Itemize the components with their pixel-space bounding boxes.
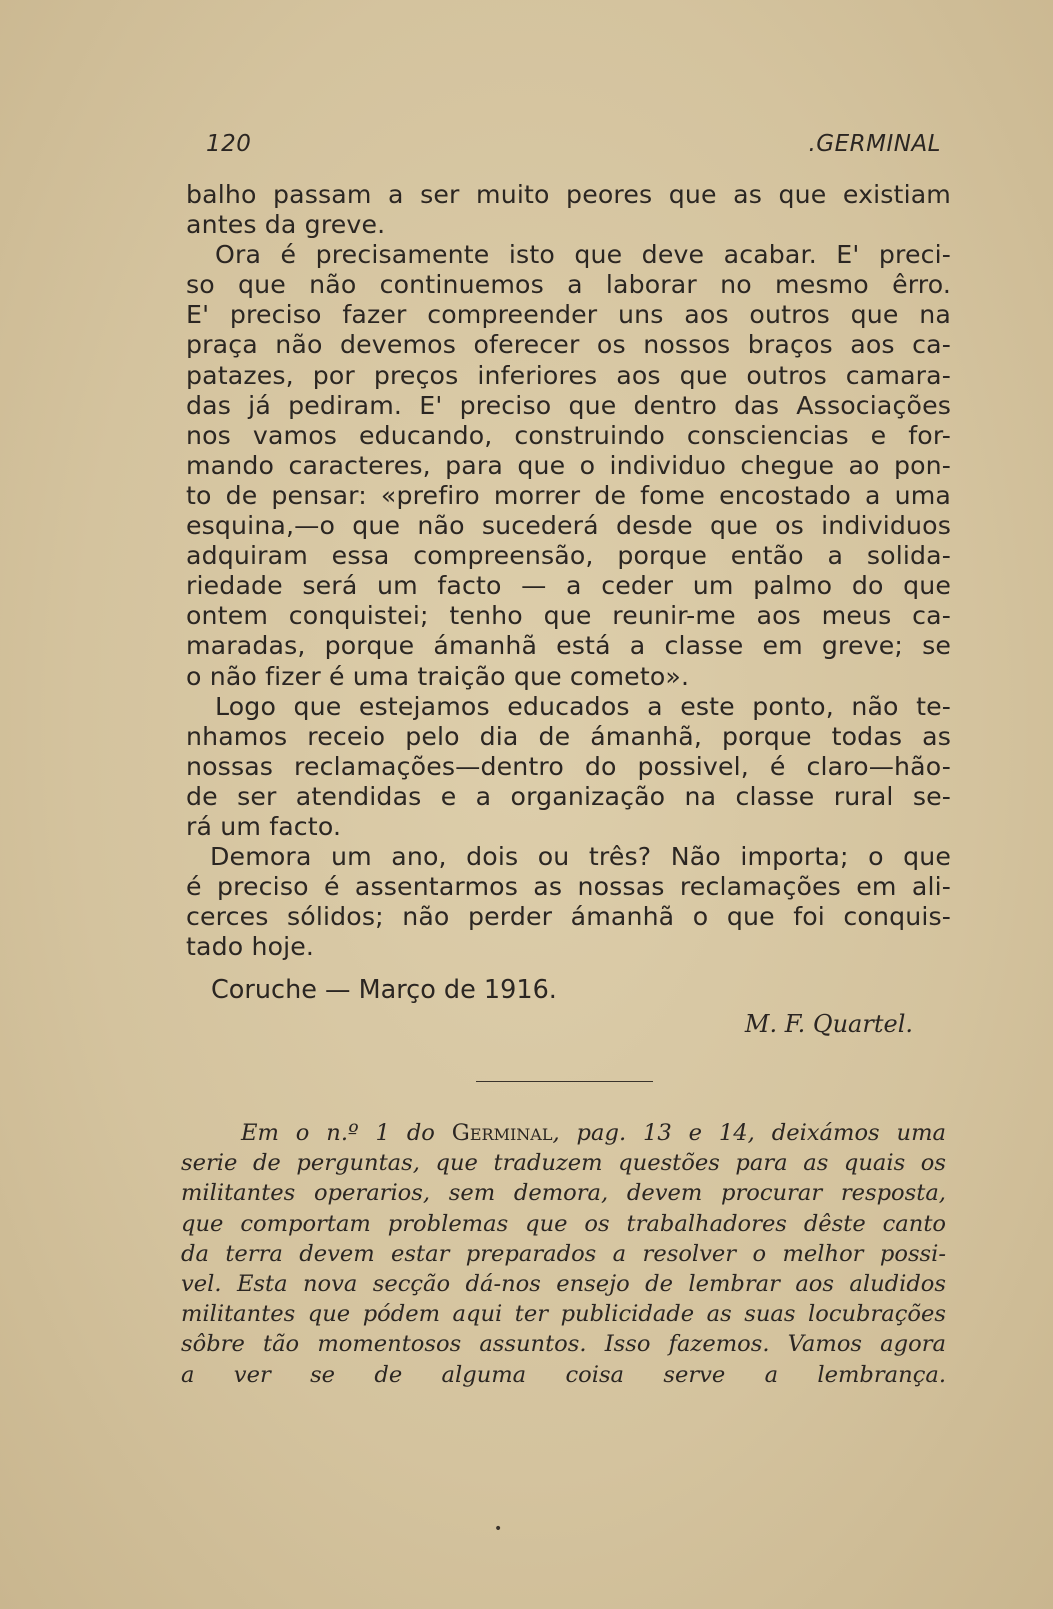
signature: M. F. Quartel. [744,1010,913,1038]
note-line: militantes que pódem aqui ter publicidade as suas locubrações [181,1301,946,1328]
text-line: E' preciso fazer compreender uns aos outros que na [186,300,951,330]
note-line: serie de perguntas, que traduzem questões para as quais os [181,1150,946,1177]
journal-name: Germinal [451,1120,553,1146]
text-line: Demora um ano, dois ou três? Não importa; o que [210,842,951,872]
editorial-note [181,1118,946,1390]
text-line: nossas reclamações—dentro do possivel, é claro—hão- [186,751,951,781]
text-line: so que não continuemos a laborar no mesmo êrro. [186,270,951,300]
note-line: a ver se de alguma coisa serve a lembrança. [181,1361,946,1388]
note-line: da terra devem estar preparados a resolver o melhor possi- [181,1240,946,1267]
text-line: tado hoje. [186,932,315,962]
text-line: to de pensar: «prefiro morrer de fome encostado a uma [186,480,951,510]
note-text: Em o n.º 1 do [241,1120,452,1146]
text-line: Logo que estejamos educados a este ponto, não te- [215,691,951,721]
note-text: , pag. 13 e 14, deixámos uma [552,1120,946,1146]
text-line: patazes, por preços inferiores aos que outros camara- [186,360,951,390]
text-line: o não fizer é uma traição que cometo». [186,661,690,691]
note-line: sôbre tão momentosos assuntos. Isso fazemos. Vamos agora [181,1331,946,1358]
body-text [186,180,951,962]
note-line: vel. Esta nova secção dá-nos ensejo de lembrar aos aludidos [181,1271,946,1298]
text-line: ontem conquistei; tenho que reunir-me aos meus ca- [186,601,951,631]
text-line: é preciso é assentarmos as nossas reclamações em ali- [186,872,951,902]
section-divider [476,1081,653,1082]
text-line: Ora é precisamente isto que deve acabar. E' preci- [215,240,951,270]
text-line: das já pediram. E' preciso que dentro das Associações [186,390,951,420]
note-line: que comportam problemas que os trabalhadores dêste canto [181,1210,946,1237]
page-number: 120 [206,131,252,157]
text-line: esquina,—o que não sucederá desde que os individuos [186,511,951,541]
text-line: antes da greve. [186,210,386,240]
text-line: adquiram essa compreensão, porque então a solida- [186,541,951,571]
dateline: Coruche — Março de 1916. [211,975,557,1005]
text-line: praça não devemos oferecer os nossos braços aos ca- [186,330,951,360]
running-title: .GERMINAL [808,131,941,157]
text-line: nos vamos educando, construindo consciencias e for- [186,420,951,450]
text-line: mando caracteres, para que o individuo chegue ao pon- [186,450,951,480]
print-speck: • [494,1521,503,1537]
text-line: riedade será um facto — a ceder um palmo do que [186,571,951,601]
note-line: militantes operarios, sem demora, devem procurar resposta, [181,1180,946,1207]
text-line: nhamos receio pelo dia de ámanhã, porque todas as [186,721,951,751]
text-line: rá um facto. [186,811,342,841]
running-head [206,131,941,165]
text-line: cerces sólidos; não perder ámanhã o que foi conquis- [186,902,951,932]
note-line [181,1118,946,1148]
text-line: de ser atendidas e a organização na classe rural se- [186,781,951,811]
text-line: maradas, porque ámanhã está a classe em greve; se [186,631,951,661]
text-line: balho passam a ser muito peores que as que existiam [186,180,951,209]
